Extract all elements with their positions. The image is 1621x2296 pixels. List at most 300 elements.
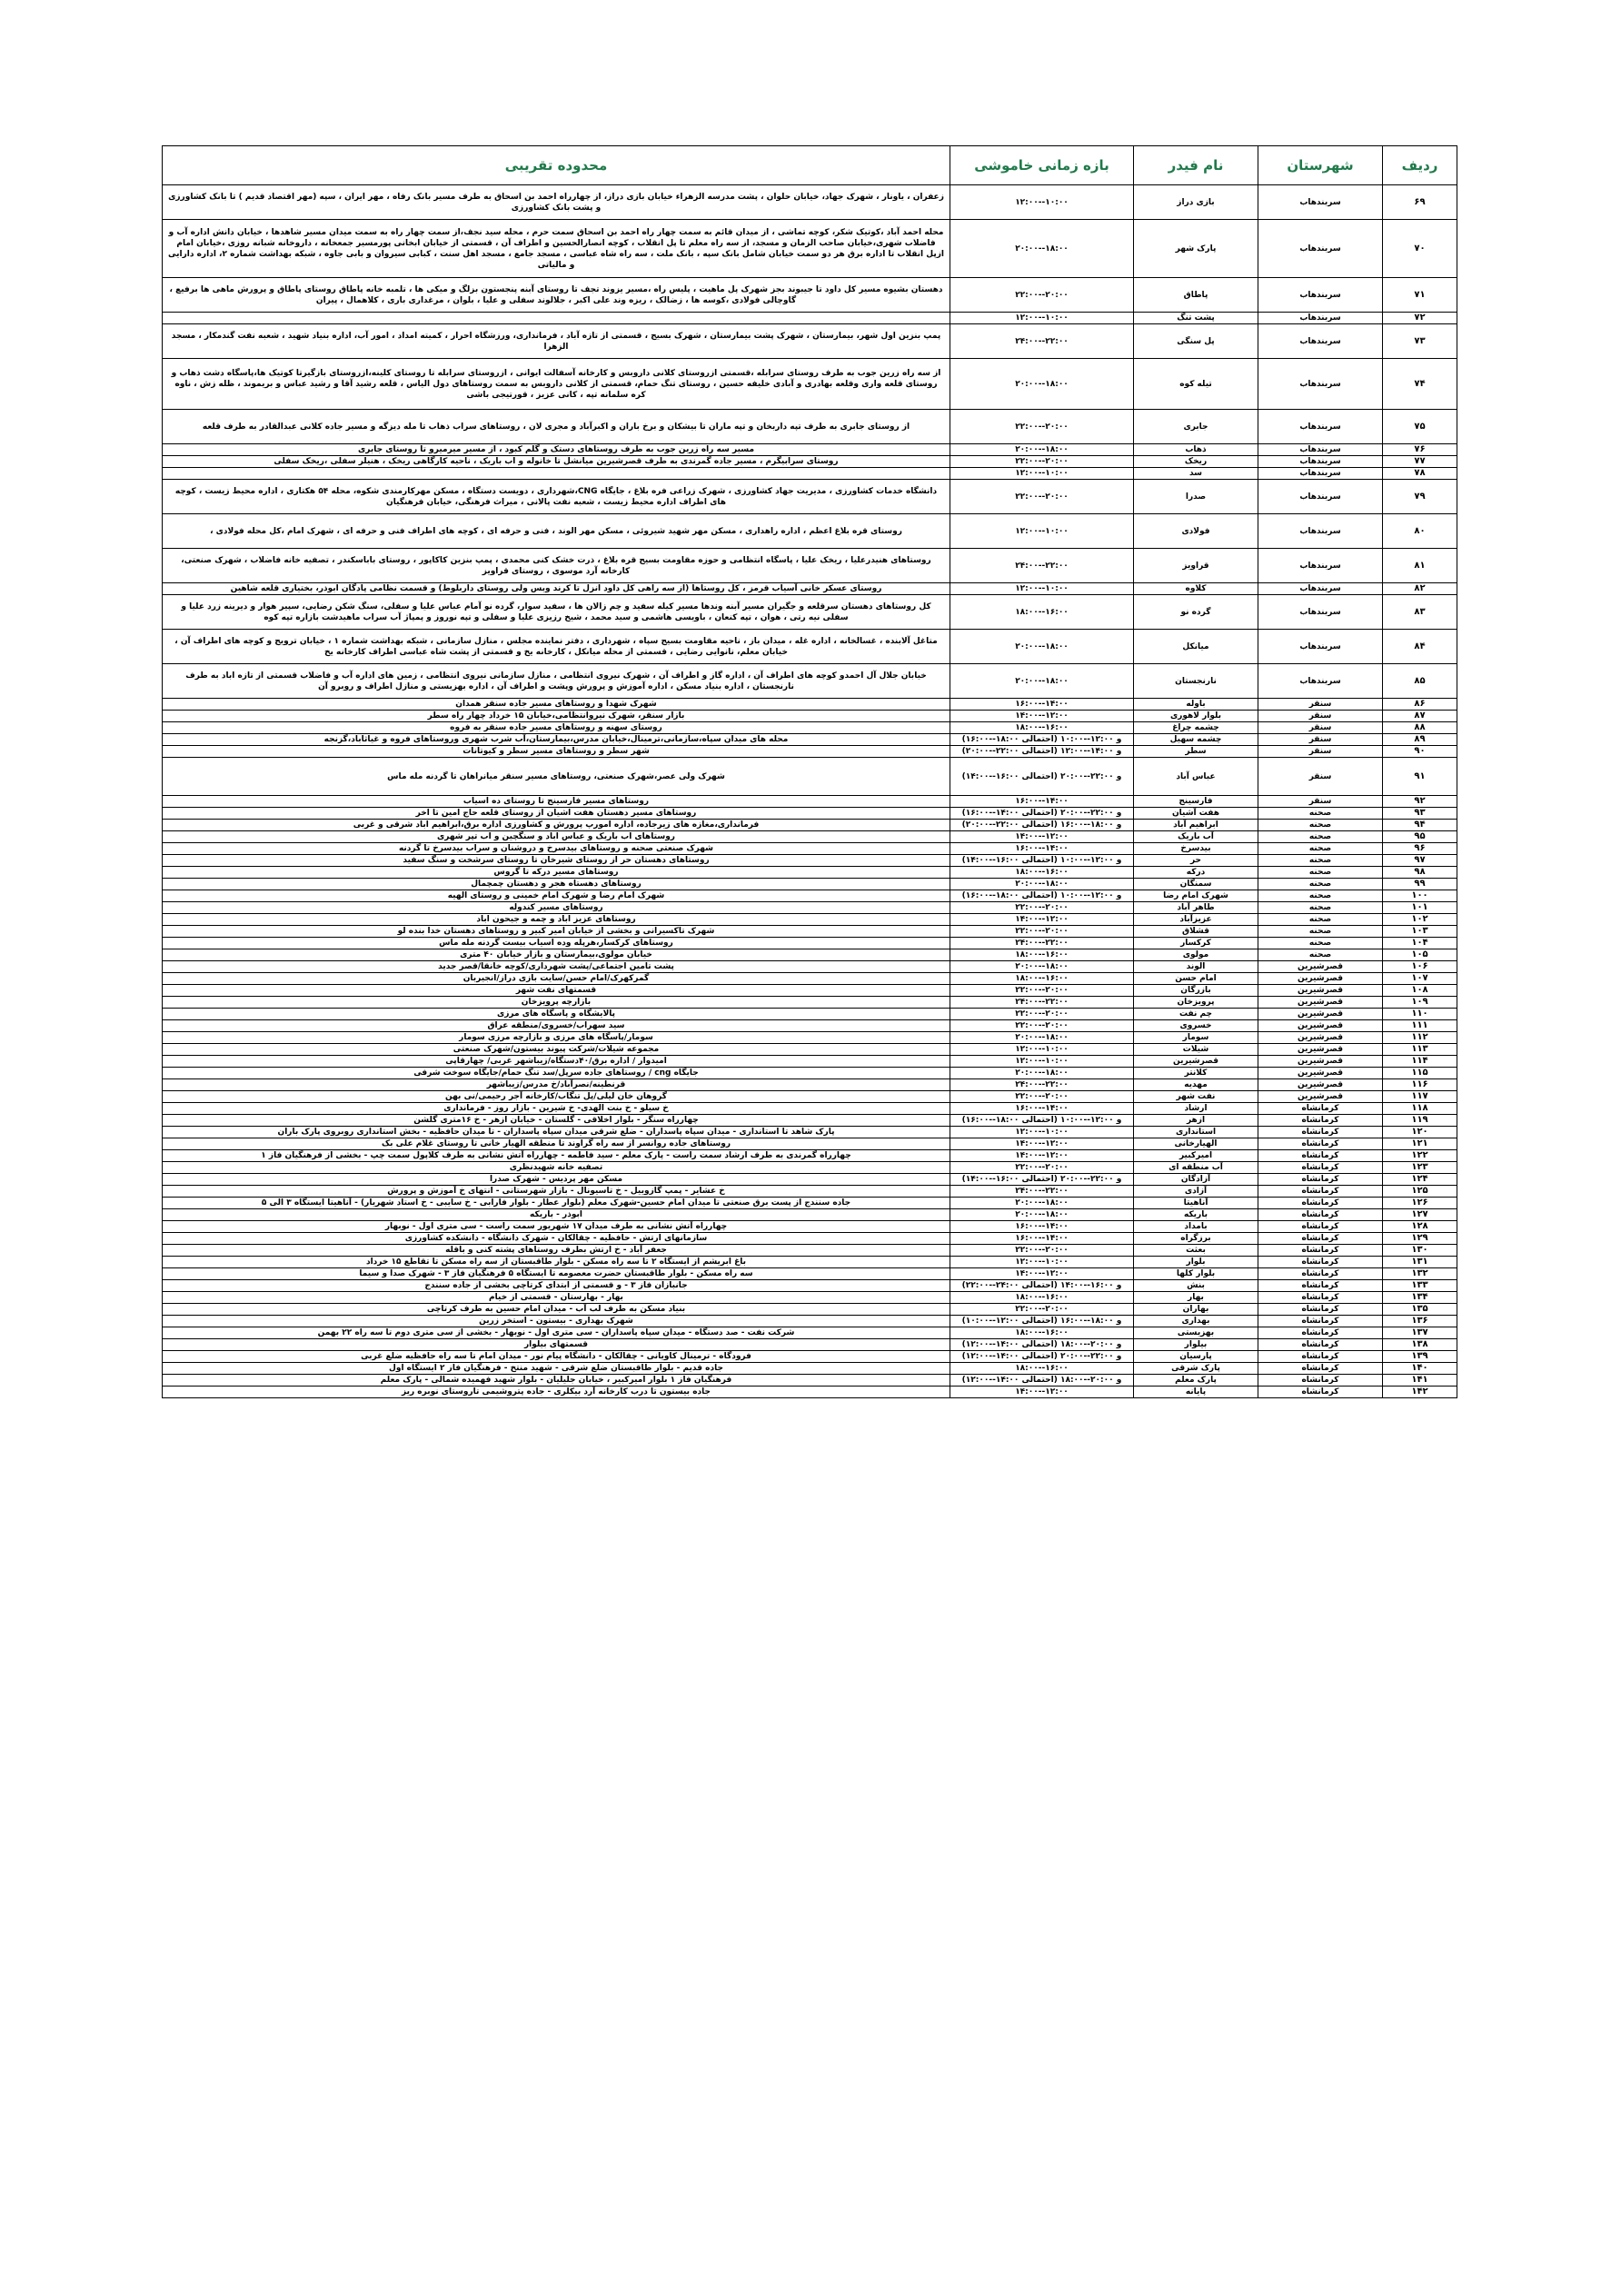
outage-time-cell: ۲۴:۰۰--۲۲:۰۰ xyxy=(950,938,1134,949)
area-cell: روستاهای جاده روانسر از سه راه گراوند تا منطقه الهیار خانی تا روستای غلام علی بک xyxy=(163,1138,950,1150)
row-number-cell: ۱۱۸ xyxy=(1383,1103,1457,1115)
area-cell: شهرک شهدا و روستاهای مسیر جاده سنقر همدان xyxy=(163,699,950,711)
table-row xyxy=(163,926,1457,938)
county-cell: کرمانشاه xyxy=(1258,1375,1383,1387)
county-cell: کرمانشاه xyxy=(1258,1363,1383,1375)
row-number-cell: ۷۳ xyxy=(1383,324,1457,359)
outage-time-cell: (احتمالی ۱۸:۰۰--۱۶:۰۰) و ۱۲:۰۰--۱۰:۰۰ xyxy=(950,734,1134,746)
feeder-name-cell: تیله کوه xyxy=(1134,359,1258,410)
outage-time-cell: (احتمالی ۱۲:۰۰--۱۰:۰۰) و ۱۸:۰۰--۱۶:۰۰ xyxy=(950,1316,1134,1327)
table-row xyxy=(163,549,1457,583)
outage-time-cell: ۱۸:۰۰--۱۶:۰۰ xyxy=(950,595,1134,630)
row-number-cell: ۱۳۲ xyxy=(1383,1268,1457,1280)
outage-time-cell: ۲۴:۰۰--۲۲:۰۰ xyxy=(950,549,1134,583)
table-row xyxy=(163,1351,1457,1363)
feeder-name-cell: امام حسن xyxy=(1134,973,1258,985)
table-row xyxy=(163,1056,1457,1068)
area-cell: قسمتهای نفت شهر xyxy=(163,985,950,997)
area-cell: خ عشایر - پمپ گازوییل - خ تاسیونال - بازار شهرستانی - انتهای خ آموزش و پرورش xyxy=(163,1186,950,1198)
table-row xyxy=(163,583,1457,595)
row-number-cell: ۱۲۶ xyxy=(1383,1198,1457,1209)
county-cell: سربندهاب xyxy=(1258,514,1383,549)
feeder-name-cell: پایانه xyxy=(1134,1387,1258,1398)
feeder-name-cell: گرده نو xyxy=(1134,595,1258,630)
county-cell: سربندهاب xyxy=(1258,410,1383,444)
outage-time-cell: ۲۰:۰۰--۱۸:۰۰ xyxy=(950,879,1134,890)
feeder-name-cell: امیرکبیر xyxy=(1134,1150,1258,1162)
county-cell: صحنه xyxy=(1258,938,1383,949)
feeder-name-cell: ریخک xyxy=(1134,456,1258,468)
area-cell: روستاهای مسیر درکه تا گروس xyxy=(163,867,950,879)
row-number-cell: ۱۳۴ xyxy=(1383,1292,1457,1304)
row-number-cell: ۱۳۱ xyxy=(1383,1257,1457,1268)
table-row xyxy=(163,1304,1457,1316)
row-number-cell: ۹۲ xyxy=(1383,796,1457,808)
table-row xyxy=(163,997,1457,1009)
outage-time-cell: ۲۲:۰۰--۲۰:۰۰ xyxy=(950,1245,1134,1257)
county-cell: سربندهاب xyxy=(1258,444,1383,456)
area-cell: امیدوار / اداره برق/۴۰دستگاه/زیباشهر غربی/ چهارقاپی xyxy=(163,1056,950,1068)
county-cell: کرمانشاه xyxy=(1258,1162,1383,1174)
area-cell: خیابان مولوی،بیمارستان و بازار خیابان ۴۰ متری xyxy=(163,949,950,961)
outage-time-cell: ۲۲:۰۰--۲۰:۰۰ xyxy=(950,410,1134,444)
feeder-name-cell: کرکسار xyxy=(1134,938,1258,949)
feeder-name-cell: کلاوه xyxy=(1134,583,1258,595)
area-cell xyxy=(163,313,950,324)
area-cell: روستای سرابیگرم ، مسیر جاده گمرندی به طرف قصرشیرین میانشل تا خانوله و اب باریک ، ناحیه کارگاهی ریخک ، هنیلر سفلی ،ریخک سفلی xyxy=(163,456,950,468)
row-number-cell: ۱۳۵ xyxy=(1383,1304,1457,1316)
area-cell: گمرکهرک/امام حسن/سایت بازی دراز/انجیربان xyxy=(163,973,950,985)
row-number-cell: ۶۹ xyxy=(1383,185,1457,220)
row-number-cell: ۱۲۰ xyxy=(1383,1127,1457,1138)
area-cell: قسمتهای بیلوار xyxy=(163,1339,950,1351)
county-cell: کرمانشاه xyxy=(1258,1186,1383,1198)
feeder-name-cell: نفت شهر xyxy=(1134,1091,1258,1103)
table-row xyxy=(163,985,1457,997)
table-row xyxy=(163,313,1457,324)
row-number-cell: ۱۰۹ xyxy=(1383,997,1457,1009)
table-row xyxy=(163,1150,1457,1162)
row-number-cell: ۷۱ xyxy=(1383,278,1457,313)
county-cell: صحنه xyxy=(1258,831,1383,843)
feeder-name-cell: الوند xyxy=(1134,961,1258,973)
area-cell: سومار/پاسگاه های مرزی و بازارچه مرزی سومار xyxy=(163,1032,950,1044)
table-row xyxy=(163,1198,1457,1209)
feeder-name-cell: بامداد xyxy=(1134,1221,1258,1233)
outage-time-cell: ۱۴:۰۰--۱۲:۰۰ xyxy=(950,831,1134,843)
feeder-name-cell: بازی دراز xyxy=(1134,185,1258,220)
row-number-cell: ۱۲۷ xyxy=(1383,1209,1457,1221)
row-number-cell: ۸۲ xyxy=(1383,583,1457,595)
outage-time-cell: ۲۴:۰۰--۲۲:۰۰ xyxy=(950,324,1134,359)
area-cell: محله احمد آباد ،کوتیک شکر، کوچه تماشی ، از میدان قائم به سمت چهار راه احمد بن اسحاق سمت حرم ، محله سید نجف،از سمت چهار راه به سمت میدان مسیر شاهدها ، خیابان دانش اداره آب و فاضلاب شهری،خیابان صاحب الزمان و مسجد، از سه راه معلم تا پل انقلاب ، کوچه انصارالحسین و اطراف آن ، قسمتی از خیابان ابخانی پورمسیر جمعخانه ، داروخانه شبانه روزی ،خیابان امام ازپل انقلاب تا اداره برق هر دو سمت خیابان شامل بانک سپه ، بانک ملت ، سه راه شاه عباسی ، مسجد جامع ، مسجد اهل سنت ، کبابی سیروان و بابی جاوه ، شبکه بهداشت شماره ۲، اداره دارایی و مالیاتی xyxy=(163,220,950,278)
row-number-cell: ۱۳۳ xyxy=(1383,1280,1457,1292)
county-cell: سنقر xyxy=(1258,722,1383,734)
county-cell: قصرشیرین xyxy=(1258,1068,1383,1079)
table-row xyxy=(163,664,1457,699)
feeder-name-cell: بلوار کلها xyxy=(1134,1268,1258,1280)
feeder-name-cell: مولوی xyxy=(1134,949,1258,961)
feeder-name-cell: بهار xyxy=(1134,1292,1258,1304)
feeder-name-cell: عباس آباد xyxy=(1134,758,1258,796)
area-cell: پالایشگاه و پاسگاه های مرزی xyxy=(163,1009,950,1020)
row-number-cell: ۸۸ xyxy=(1383,722,1457,734)
county-cell: سربندهاب xyxy=(1258,220,1383,278)
table-row xyxy=(163,734,1457,746)
county-cell: کرمانشاه xyxy=(1258,1387,1383,1398)
area-cell: شهرک امام رضا و شهرک امام خمینی و روستای الهیه xyxy=(163,890,950,902)
row-number-cell: ۹۰ xyxy=(1383,746,1457,758)
county-cell: صحنه xyxy=(1258,926,1383,938)
area-cell: روستای سهنه و روستاهای مسیر جاده سنقر به فروه xyxy=(163,722,950,734)
row-number-cell: ۹۱ xyxy=(1383,758,1457,796)
outage-time-cell: ۱۴:۰۰--۱۲:۰۰ xyxy=(950,1387,1134,1398)
header-row-number: ردیف xyxy=(1383,146,1457,185)
feeder-name-cell: فارسینج xyxy=(1134,796,1258,808)
table-row xyxy=(163,961,1457,973)
county-cell: صحنه xyxy=(1258,879,1383,890)
area-cell: روستاهای دهستاه هجر و دهستان چمچمال xyxy=(163,879,950,890)
feeder-name-cell: بلوار xyxy=(1134,1257,1258,1268)
outage-time-cell: ۲۰:۰۰--۱۸:۰۰ xyxy=(950,961,1134,973)
row-number-cell: ۹۶ xyxy=(1383,843,1457,855)
table-row xyxy=(163,1327,1457,1339)
county-cell: قصرشیرین xyxy=(1258,1044,1383,1056)
outage-time-cell: ۱۲:۰۰--۱۰:۰۰ xyxy=(950,1056,1134,1068)
area-cell: فرهنگیان فاز ۱ بلوار امیرکبیر ، خیابان جلیلیان - بلوار شهید فهمیده شمالی - پارک معلم xyxy=(163,1375,950,1387)
outage-time-cell: ۱۶:۰۰--۱۴:۰۰ xyxy=(950,1103,1134,1115)
area-cell: روستای عسکر خانی آسیاب قرمز ، کل روستاها (از سه راهی کل داود انزل تا کرند وبس ولی روستای داربلوط) و قسمت نظامی پادگان ابوذر، بختیاری قلعه شاهین xyxy=(163,583,950,595)
table-row xyxy=(163,1280,1457,1292)
area-cell: سید سهراب/خسروی/منطقه عراق xyxy=(163,1020,950,1032)
outage-time-cell: ۱۶:۰۰--۱۴:۰۰ xyxy=(950,796,1134,808)
header-feeder-name: نام فیدر xyxy=(1134,146,1258,185)
county-cell: کرمانشاه xyxy=(1258,1280,1383,1292)
table-row xyxy=(163,1091,1457,1103)
area-cell: محله های میدان سپاه،سازمانی،ترمینال،خیابان مدرس،بیمارستان،آب شرب شهری وروستاهای فروه و غیاثاباد،گزنجه xyxy=(163,734,950,746)
feeder-name-cell: حر xyxy=(1134,855,1258,867)
row-number-cell: ۱۱۹ xyxy=(1383,1115,1457,1127)
document-page xyxy=(162,145,1457,1398)
feeder-name-cell: صدرا xyxy=(1134,480,1258,514)
outage-time-cell: ۱۲:۰۰--۱۰:۰۰ xyxy=(950,185,1134,220)
outage-time-cell: (احتمالی ۲۲:۰۰--۲۰:۰۰) و ۱۸:۰۰--۱۶:۰۰ xyxy=(950,820,1134,831)
outage-time-cell: ۱۲:۰۰--۱۰:۰۰ xyxy=(950,583,1134,595)
row-number-cell: ۱۱۲ xyxy=(1383,1032,1457,1044)
row-number-cell: ۷۶ xyxy=(1383,444,1457,456)
feeder-name-cell: طاهر آباد xyxy=(1134,902,1258,914)
table-header-row xyxy=(163,146,1457,185)
table-row xyxy=(163,1257,1457,1268)
county-cell: کرمانشاه xyxy=(1258,1351,1383,1363)
county-cell: کرمانشاه xyxy=(1258,1115,1383,1127)
row-number-cell: ۱۴۲ xyxy=(1383,1387,1457,1398)
county-cell: سنقر xyxy=(1258,746,1383,758)
county-cell: سربندهاب xyxy=(1258,324,1383,359)
county-cell: سربندهاب xyxy=(1258,595,1383,630)
feeder-name-cell: پل سنگی xyxy=(1134,324,1258,359)
row-number-cell: ۸۶ xyxy=(1383,699,1457,711)
county-cell: صحنه xyxy=(1258,949,1383,961)
row-number-cell: ۷۵ xyxy=(1383,410,1457,444)
row-number-cell: ۱۱۱ xyxy=(1383,1020,1457,1032)
outage-time-cell: ۱۶:۰۰--۱۴:۰۰ xyxy=(950,1233,1134,1245)
outage-time-cell: ۲۲:۰۰--۲۰:۰۰ xyxy=(950,902,1134,914)
feeder-name-cell: استانداری xyxy=(1134,1127,1258,1138)
county-cell: سنقر xyxy=(1258,734,1383,746)
area-cell: مسکن مهر پردیس - شهرک صدرا xyxy=(163,1174,950,1186)
table-row xyxy=(163,1221,1457,1233)
outage-schedule-table xyxy=(162,145,1457,1398)
feeder-name-cell: آزادگان xyxy=(1134,1174,1258,1186)
row-number-cell: ۱۲۳ xyxy=(1383,1162,1457,1174)
row-number-cell: ۹۴ xyxy=(1383,820,1457,831)
outage-time-cell: ۲۰:۰۰--۱۸:۰۰ xyxy=(950,1209,1134,1221)
row-number-cell: ۱۱۶ xyxy=(1383,1079,1457,1091)
area-cell: پشت تامین اجتماعی/پشت شهرداری/کوچه خانقا/قصر جدید xyxy=(163,961,950,973)
county-cell: سربندهاب xyxy=(1258,630,1383,664)
county-cell: صحنه xyxy=(1258,855,1383,867)
feeder-name-cell: درکه xyxy=(1134,867,1258,879)
outage-time-cell: ۲۰:۰۰--۱۸:۰۰ xyxy=(950,220,1134,278)
table-row xyxy=(163,1387,1457,1398)
area-cell: روستاهای کرکسار،هرپله وده اسیاب بیست گردنه مله ماس xyxy=(163,938,950,949)
county-cell: قصرشیرین xyxy=(1258,1032,1383,1044)
county-cell: صحنه xyxy=(1258,867,1383,879)
outage-time-cell: ۲۴:۰۰--۲۲:۰۰ xyxy=(950,1079,1134,1091)
table-row xyxy=(163,1079,1457,1091)
area-cell: جانبازان فاز ۳ - و قسمتی از ابتدای کرتاچی بخشی از جاده سنندج xyxy=(163,1280,950,1292)
county-cell: صحنه xyxy=(1258,820,1383,831)
row-number-cell: ۷۰ xyxy=(1383,220,1457,278)
area-cell: شهرک تاکسیرانی و بخشی از خیابان امیر کبیر و روستاهای دهستان خدا بنده لو xyxy=(163,926,950,938)
row-number-cell: ۱۰۷ xyxy=(1383,973,1457,985)
outage-time-cell: ۱۴:۰۰--۱۲:۰۰ xyxy=(950,914,1134,926)
feeder-name-cell: برزگراه xyxy=(1134,1233,1258,1245)
table-row xyxy=(163,796,1457,808)
county-cell: کرمانشاه xyxy=(1258,1268,1383,1280)
feeder-name-cell: بنش xyxy=(1134,1280,1258,1292)
area-cell: روستاهای دهستان حر از روستای شیرخان تا روستای سرشخت و سنگ سفید xyxy=(163,855,950,867)
outage-time-cell: ۱۲:۰۰--۱۰:۰۰ xyxy=(950,313,1134,324)
county-cell: کرمانشاه xyxy=(1258,1127,1383,1138)
county-cell: قصرشیرین xyxy=(1258,985,1383,997)
row-number-cell: ۱۲۱ xyxy=(1383,1138,1457,1150)
row-number-cell: ۱۲۵ xyxy=(1383,1186,1457,1198)
outage-time-cell: ۲۲:۰۰--۲۰:۰۰ xyxy=(950,456,1134,468)
area-cell: دهستان بشیوه مسیر کل داود تا جیبوند بجز شهرک پل ماهیت ، پلیس راه ،مسیر یزوند تجف تا روستای آبنه پنجستون بزلگ و میکی ها ، تلمبه خانه پاطاق روستای پاطاق و پرورش ماهی ها برفیع ، گاوچالی فولادی ،کوسه ها ، زضالک ، ریزه وند علی اکبر ، جلالوند سفلی و علیا ، بلوان ، مرغداری باری ، کلاهمال ، پیران xyxy=(163,278,950,313)
area-cell: روستاهای مسیر کندوله xyxy=(163,902,950,914)
outage-time-cell: (احتمالی ۱۶:۰۰--۱۴:۰۰) و ۲۲:۰۰--۲۰:۰۰ xyxy=(950,1174,1134,1186)
table-row xyxy=(163,1174,1457,1186)
area-cell: جاده سنندج از پست برق صنعتی تا میدان امام حسین-شهرک معلم (بلوار عطار - بلوار فارابی - خ سایبی - خ استاد شهریار) - آناهیتا ایستگاه ۳ الی ۵ xyxy=(163,1198,950,1209)
outage-time-cell: ۱۶:۰۰--۱۴:۰۰ xyxy=(950,699,1134,711)
row-number-cell: ۱۰۶ xyxy=(1383,961,1457,973)
row-number-cell: ۹۹ xyxy=(1383,879,1457,890)
table-row xyxy=(163,820,1457,831)
feeder-name-cell: آناهیتا xyxy=(1134,1198,1258,1209)
table-row xyxy=(163,855,1457,867)
table-row xyxy=(163,746,1457,758)
outage-time-cell: ۱۶:۰۰--۱۴:۰۰ xyxy=(950,843,1134,855)
table-row xyxy=(163,514,1457,549)
area-cell: پارک شاهد تا استانداری - میدان سپاه پاسداران - ضلع شرقی میدان سپاه پاسداران - تا میدان حافظیه - بخش استانداری روبروی پارک باران xyxy=(163,1127,950,1138)
county-cell: کرمانشاه xyxy=(1258,1221,1383,1233)
outage-time-cell: (احتمالی ۱۴:۰۰--۱۲:۰۰) و ۲۰:۰۰--۱۸:۰۰ xyxy=(950,1375,1134,1387)
feeder-name-cell: آب منطقه ای xyxy=(1134,1162,1258,1174)
outage-time-cell: (احتمالی ۲۲:۰۰--۲۰:۰۰) و ۱۴:۰۰--۱۲:۰۰ xyxy=(950,746,1134,758)
county-cell: سربندهاب xyxy=(1258,185,1383,220)
row-number-cell: ۷۲ xyxy=(1383,313,1457,324)
county-cell: کرمانشاه xyxy=(1258,1233,1383,1245)
outage-time-cell: ۲۲:۰۰--۲۰:۰۰ xyxy=(950,926,1134,938)
county-cell: سنقر xyxy=(1258,796,1383,808)
table-row xyxy=(163,1233,1457,1245)
feeder-name-cell: کلانتر xyxy=(1134,1068,1258,1079)
feeder-name-cell: پارسیان xyxy=(1134,1351,1258,1363)
area-cell: قرنطینه/نصرآباد/خ مدرس/زیباشهر xyxy=(163,1079,950,1091)
county-cell: سربندهاب xyxy=(1258,549,1383,583)
row-number-cell: ۹۳ xyxy=(1383,808,1457,820)
outage-time-cell: ۱۲:۰۰--۱۰:۰۰ xyxy=(950,1257,1134,1268)
table-row xyxy=(163,1209,1457,1221)
feeder-name-cell: ذهاب xyxy=(1134,444,1258,456)
feeder-name-cell: ابراهیم آباد xyxy=(1134,820,1258,831)
table-row xyxy=(163,867,1457,879)
feeder-name-cell: بازرگان xyxy=(1134,985,1258,997)
table-row xyxy=(163,1103,1457,1115)
feeder-name-cell: چم نفت xyxy=(1134,1009,1258,1020)
table-row xyxy=(163,973,1457,985)
row-number-cell: ۸۱ xyxy=(1383,549,1457,583)
county-cell: کرمانشاه xyxy=(1258,1292,1383,1304)
area-cell: روستاهای هنیدرعلیا ، ریخک علیا ، پاسگاه انتظامی و حوزه مقاومت بسیج قره بلاغ ، ذرت خشک کنی محمدی ، پمپ بنزین کاکاپور ، روستای باباسکندر ، تصفیه خانه فاضلاب ، شهرک صنعتی، کارخانه آرد موسوی ، روستای قراویز xyxy=(163,549,950,583)
feeder-name-cell: بهاران xyxy=(1134,1304,1258,1316)
row-number-cell: ۷۴ xyxy=(1383,359,1457,410)
outage-time-cell: ۱۲:۰۰--۱۰:۰۰ xyxy=(950,1127,1134,1138)
table-row xyxy=(163,1375,1457,1387)
row-number-cell: ۸۴ xyxy=(1383,630,1457,664)
table-row xyxy=(163,1316,1457,1327)
area-cell: شهرک صنعتی صحنه و روستاهای بیدسرخ و دروشنان و سراب بیدسرخ تا گردنه xyxy=(163,843,950,855)
outage-time-cell: ۱۴:۰۰--۱۲:۰۰ xyxy=(950,1138,1134,1150)
outage-time-cell: ۲۲:۰۰--۲۰:۰۰ xyxy=(950,985,1134,997)
feeder-name-cell: پارک معلم xyxy=(1134,1375,1258,1387)
feeder-name-cell: خسروی xyxy=(1134,1020,1258,1032)
area-cell xyxy=(163,468,950,480)
outage-time-cell: ۲۲:۰۰--۲۰:۰۰ xyxy=(950,1304,1134,1316)
table-row xyxy=(163,278,1457,313)
table-row xyxy=(163,456,1457,468)
area-cell: باغ ابریشم از ایستگاه ۲ تا سه راه مسکن - بلوار طاقبستان از سه راه مسکن تا تقاطع ۱۵ خرداد xyxy=(163,1257,950,1268)
area-cell: شهرک ولی عصر،شهرک صنعتی، روستاهای مسیر سنقر میانراهان تا گردنه مله ماس xyxy=(163,758,950,796)
outage-time-cell: ۱۲:۰۰--۱۰:۰۰ xyxy=(950,514,1134,549)
row-number-cell: ۱۰۲ xyxy=(1383,914,1457,926)
area-cell: چهارراه گمرندی به طرف ارشاد سمت راست - پارک معلم - سید فاطمه - چهارراه آتش نشانی به طرف کلاپول سمت چپ - بخشی از فرهنگیان فاز ۱ xyxy=(163,1150,950,1162)
outage-time-cell: ۱۲:۰۰--۱۰:۰۰ xyxy=(950,1044,1134,1056)
county-cell: کرمانشاه xyxy=(1258,1198,1383,1209)
feeder-name-cell: شیلات xyxy=(1134,1044,1258,1056)
row-number-cell: ۱۰۴ xyxy=(1383,938,1457,949)
table-row xyxy=(163,808,1457,820)
outage-time-cell: ۲۴:۰۰--۲۲:۰۰ xyxy=(950,1186,1134,1198)
row-number-cell: ۷۹ xyxy=(1383,480,1457,514)
feeder-name-cell: ازهر xyxy=(1134,1115,1258,1127)
outage-time-cell: ۱۸:۰۰--۱۶:۰۰ xyxy=(950,949,1134,961)
table-row xyxy=(163,1245,1457,1257)
table-row xyxy=(163,711,1457,722)
feeder-name-cell: شهرک امام رضا xyxy=(1134,890,1258,902)
county-cell: کرمانشاه xyxy=(1258,1174,1383,1186)
area-cell: جاده بیستون تا درب کارخانه آرد بیکلری - جاده پتروشیمی تاروستای نوبره ریز xyxy=(163,1387,950,1398)
area-cell: جاده قدیم - بلوار طاقبستان ضلع شرقی - شهید منتخ - فرهنگیان فاز ۲ ایستگاه اول xyxy=(163,1363,950,1375)
outage-time-cell: (احتمالی ۱۶:۰۰--۱۴:۰۰) و ۱۲:۰۰--۱۰:۰۰ xyxy=(950,855,1134,867)
county-cell: قصرشیرین xyxy=(1258,1020,1383,1032)
row-number-cell: ۸۰ xyxy=(1383,514,1457,549)
outage-time-cell: (احتمالی ۱۸:۰۰--۱۶:۰۰) و ۱۲:۰۰--۱۰:۰۰ xyxy=(950,1115,1134,1127)
county-cell: کرمانشاه xyxy=(1258,1327,1383,1339)
table-row xyxy=(163,1068,1457,1079)
outage-time-cell: ۲۰:۰۰--۱۸:۰۰ xyxy=(950,664,1134,699)
county-cell: سربندهاب xyxy=(1258,456,1383,468)
outage-time-cell: ۲۲:۰۰--۲۰:۰۰ xyxy=(950,278,1134,313)
table-row xyxy=(163,1115,1457,1127)
feeder-name-cell: باوله xyxy=(1134,699,1258,711)
row-number-cell: ۱۰۵ xyxy=(1383,949,1457,961)
feeder-name-cell: الهیارخانی xyxy=(1134,1138,1258,1150)
area-cell: خ سیلو - خ بنت الهدی- خ شیرین - بازار روز - فرمانداری xyxy=(163,1103,950,1115)
county-cell: سربندهاب xyxy=(1258,664,1383,699)
outage-time-cell: ۲۲:۰۰--۲۰:۰۰ xyxy=(950,1162,1134,1174)
table-row xyxy=(163,831,1457,843)
outage-time-cell: ۲۰:۰۰--۱۸:۰۰ xyxy=(950,1068,1134,1079)
row-number-cell: ۱۳۸ xyxy=(1383,1339,1457,1351)
outage-time-cell: ۲۲:۰۰--۲۰:۰۰ xyxy=(950,1009,1134,1020)
feeder-name-cell: نارنجستان xyxy=(1134,664,1258,699)
row-number-cell: ۸۷ xyxy=(1383,711,1457,722)
row-number-cell: ۸۵ xyxy=(1383,664,1457,699)
table-row xyxy=(163,1009,1457,1020)
county-cell: صحنه xyxy=(1258,914,1383,926)
outage-time-cell: ۱۸:۰۰--۱۶:۰۰ xyxy=(950,1292,1134,1304)
county-cell: صحنه xyxy=(1258,808,1383,820)
feeder-name-cell: پرویزخان xyxy=(1134,997,1258,1009)
table-row xyxy=(163,220,1457,278)
county-cell: صحنه xyxy=(1258,902,1383,914)
area-cell: کل روستاهای دهستان سرقلعه و جگیران مسیر آبنه وندها مسیر کیله سفید و چم زالان ها ، سفید سوار، گرده نو آمام عباس علیا و سفلی، سنگ شکن رضایی، سپیر هوار و دیرینه زرد علیا و سفلی نیه رتی ، هوان ، تپه کنعان ، باویسی هاشمی و سید محمد ، شیخ رزیزی علیا و سفلی و تپه نوروز و پمپاژ آب سراب ماهیدشت بازاره تپه کوه xyxy=(163,595,950,630)
table-row xyxy=(163,914,1457,926)
feeder-name-cell: چشمه سهیل xyxy=(1134,734,1258,746)
outage-time-cell: ۲۰:۰۰--۱۸:۰۰ xyxy=(950,444,1134,456)
table-row xyxy=(163,938,1457,949)
outage-time-cell: ۲۰:۰۰--۱۸:۰۰ xyxy=(950,1198,1134,1209)
county-cell: سربندهاب xyxy=(1258,278,1383,313)
outage-time-cell: (احتمالی ۱۶:۰۰--۱۴:۰۰) و ۲۲:۰۰--۲۰:۰۰ xyxy=(950,758,1134,796)
row-number-cell: ۱۲۲ xyxy=(1383,1150,1457,1162)
county-cell: قصرشیرین xyxy=(1258,1079,1383,1091)
county-cell: سربندهاب xyxy=(1258,480,1383,514)
county-cell: قصرشیرین xyxy=(1258,1056,1383,1068)
outage-time-cell: ۱۸:۰۰--۱۶:۰۰ xyxy=(950,867,1134,879)
area-cell: مسیر سه راه زرین جوب به طرف روستاهای دستک و گلم کبود ، از مسیر میرمیرو تا روستای جابری xyxy=(163,444,950,456)
feeder-name-cell: قصرشیرین xyxy=(1134,1056,1258,1068)
county-cell: کرمانشاه xyxy=(1258,1304,1383,1316)
row-number-cell: ۱۲۴ xyxy=(1383,1174,1457,1186)
feeder-name-cell: بیدسرخ xyxy=(1134,843,1258,855)
table-row xyxy=(163,949,1457,961)
row-number-cell: ۸۹ xyxy=(1383,734,1457,746)
row-number-cell: ۷۸ xyxy=(1383,468,1457,480)
